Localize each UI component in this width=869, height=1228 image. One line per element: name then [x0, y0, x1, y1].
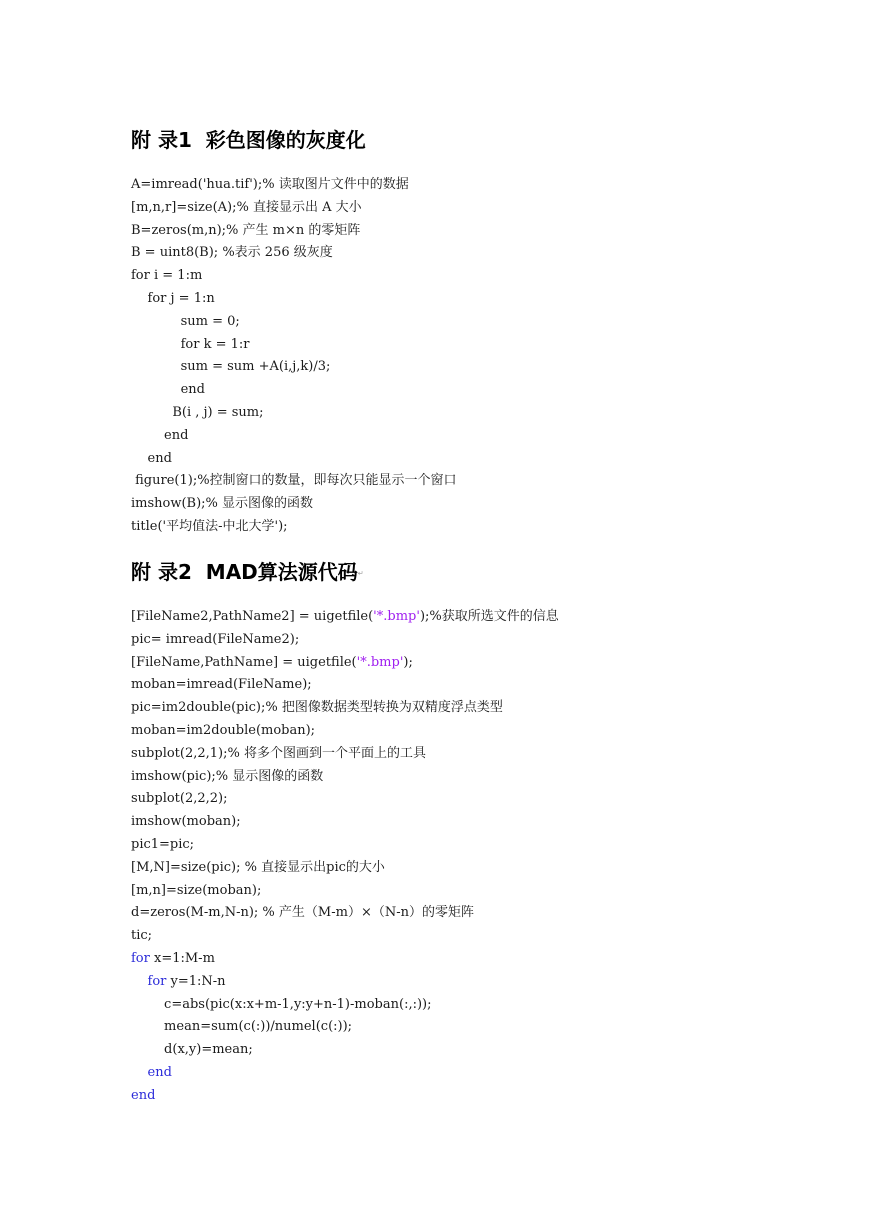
code-line: sum = 0; — [131, 313, 240, 329]
code-line: pic=im2double(pic);% 把图像数据类型转换为双精度浮点类型 — [131, 700, 503, 716]
code-line: A=imread('hua.tif');% 读取图片文件中的数据 — [131, 177, 409, 192]
code-line — [131, 606, 559, 629]
code-line: end — [131, 450, 172, 466]
code-line: [M,N]=size(pic); % 直接显示出pic的大小 — [131, 859, 385, 875]
code-line: sum = sum +A(i,j,k)/3; — [131, 359, 331, 375]
code-line: end — [131, 427, 189, 443]
code-text: y=1:N-n — [166, 973, 226, 989]
code-line: figure(1);%控制窗口的数量，即每次只能显示一个窗口 — [131, 473, 457, 489]
code-line: subplot(2,2,1);% 将多个图画到一个平面上的工具 — [131, 745, 426, 761]
code-text: [FileName2,PathName2] = uigetfile( — [131, 609, 374, 624]
code-line: for j = 1:n — [131, 290, 215, 306]
keyword: for — [131, 950, 150, 966]
code-line: title('平均值法-中北大学'); — [131, 518, 288, 534]
appendix-1-heading-text: 附 录1 彩色图像的灰度化 — [131, 128, 366, 152]
code-text: ); — [403, 654, 413, 670]
code-line: pic= imread(FileName2); — [131, 631, 300, 647]
code-line — [131, 1085, 559, 1108]
code-line: imshow(moban); — [131, 814, 241, 830]
code-line — [131, 948, 559, 971]
code-line: B=zeros(m,n);% 产生 m×n 的零矩阵 — [131, 222, 361, 238]
code-line: pic1=pic; — [131, 836, 195, 852]
code-line: [m,n,r]=size(A);% 直接显示出 A 大小 — [131, 199, 362, 215]
keyword: end — [147, 1064, 172, 1080]
appendix-2-heading — [131, 560, 364, 586]
code-line: B = uint8(B); %表示 256 级灰度 — [131, 245, 333, 261]
paragraph-mark-icon: ↵ — [357, 569, 364, 578]
code-line: d(x,y)=mean; — [131, 1042, 253, 1058]
indent — [131, 974, 148, 989]
indent — [131, 1065, 148, 1080]
code-line: for i = 1:m — [131, 268, 203, 284]
appendix-1-heading — [131, 128, 366, 152]
code-line: [m,n]=size(moban); — [131, 882, 262, 898]
code-line: for k = 1:r — [131, 336, 250, 352]
string-literal: '*.bmp' — [373, 609, 420, 624]
code-line: subplot(2,2,2); — [131, 791, 228, 807]
appendix-1-code-block — [131, 174, 457, 539]
appendix-2-heading-text: 附 录2 MAD算法源代码 — [131, 560, 358, 584]
code-line: c=abs(pic(x:x+m-1,y:y+n-1)-moban(:,:)); — [131, 996, 432, 1012]
code-line: end — [131, 382, 205, 398]
code-text: );%获取所选文件的信息 — [419, 609, 559, 624]
code-line — [131, 971, 559, 994]
code-text: [FileName,PathName] = uigetfile( — [131, 654, 357, 670]
code-line: mean=sum(c(:))/numel(c(:)); — [131, 1019, 353, 1035]
code-line — [131, 652, 559, 675]
string-literal: '*.bmp' — [356, 654, 404, 670]
keyword: for — [147, 973, 167, 989]
appendix-2-code-block — [131, 606, 559, 1108]
code-text: x=1:M-m — [149, 950, 215, 966]
code-line: d=zeros(M-m,N-n); % 产生（M-m）×（N-n）的零矩阵 — [131, 905, 474, 921]
code-line — [131, 1062, 559, 1085]
code-line: imshow(pic);% 显示图像的函数 — [131, 768, 324, 784]
code-line: B(i , j) = sum; — [131, 404, 264, 420]
code-line: tic; — [131, 928, 153, 944]
code-line: moban=im2double(moban); — [131, 722, 316, 738]
code-line: moban=imread(FileName); — [131, 677, 312, 693]
code-line: imshow(B);% 显示图像的函数 — [131, 496, 314, 512]
keyword: end — [131, 1087, 156, 1103]
